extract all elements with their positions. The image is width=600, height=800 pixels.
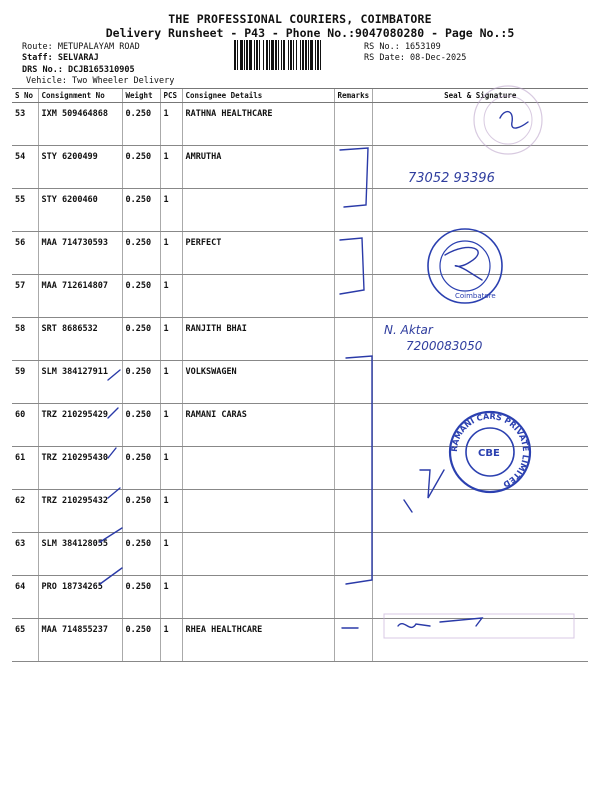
staff-label: Staff: SELVARAJ	[22, 53, 99, 63]
cell-weight: 0.250	[122, 576, 160, 619]
cell-pcs: 1	[160, 103, 182, 146]
cell-consignment: TRZ 210295430	[38, 447, 122, 490]
cell-remarks	[334, 576, 372, 619]
cell-weight: 0.250	[122, 490, 160, 533]
cell-pcs: 1	[160, 576, 182, 619]
col-sno: S No	[12, 89, 38, 103]
svg-text:CBE: CBE	[478, 448, 500, 459]
cell-consignment: MAA 714730593	[38, 232, 122, 275]
cell-sno: 59	[12, 361, 38, 404]
cell-remarks	[334, 318, 372, 361]
cell-weight: 0.250	[122, 232, 160, 275]
cell-seal-signature	[372, 189, 588, 232]
cell-consignment: SLM 384128055	[38, 533, 122, 576]
barcode-bar	[321, 40, 323, 70]
cell-weight: 0.250	[122, 619, 160, 662]
cell-sno: 62	[12, 490, 38, 533]
svg-text:RAMANI CARS PRIVATE LIMITED: RAMANI CARS PRIVATE LIMITED	[449, 411, 531, 489]
cell-consignment: MAA 714855237	[38, 619, 122, 662]
cell-pcs: 1	[160, 146, 182, 189]
cell-pcs: 1	[160, 533, 182, 576]
table-row	[12, 533, 588, 576]
cell-weight: 0.250	[122, 533, 160, 576]
cell-sno: 53	[12, 103, 38, 146]
route-label: Route: METUPALAYAM ROAD	[22, 42, 140, 52]
cell-sno: 58	[12, 318, 38, 361]
cell-consignee: RAMANI CARAS	[182, 404, 334, 447]
cell-remarks	[334, 189, 372, 232]
cell-seal-signature	[372, 232, 588, 275]
col-remarks: Remarks	[334, 89, 372, 103]
cell-pcs: 1	[160, 361, 182, 404]
cell-sno: 55	[12, 189, 38, 232]
company-title: THE PROFESSIONAL COURIERS, COIMBATORE	[168, 12, 432, 26]
cell-weight: 0.250	[122, 275, 160, 318]
cell-pcs: 1	[160, 318, 182, 361]
cell-remarks	[334, 533, 372, 576]
cell-seal-signature	[372, 275, 588, 318]
cell-consignee	[182, 447, 334, 490]
cell-sno: 63	[12, 533, 38, 576]
handwritten-phone-54: 73052 93396	[408, 171, 495, 186]
cell-sno: 54	[12, 146, 38, 189]
cell-remarks	[334, 361, 372, 404]
cell-remarks	[334, 146, 372, 189]
col-consignment: Consignment No	[38, 89, 122, 103]
cell-consignee	[182, 189, 334, 232]
cell-remarks	[334, 275, 372, 318]
cell-remarks	[334, 404, 372, 447]
cell-weight: 0.250	[122, 361, 160, 404]
cell-pcs: 1	[160, 232, 182, 275]
cell-consignee	[182, 576, 334, 619]
table-row	[12, 146, 588, 189]
cell-remarks	[334, 232, 372, 275]
table-row	[12, 576, 588, 619]
cell-sno: 57	[12, 275, 38, 318]
cell-consignee: RHEA HEALTHCARE	[182, 619, 334, 662]
cell-seal-signature	[372, 318, 588, 361]
cell-consignee: VOLKSWAGEN	[182, 361, 334, 404]
cell-consignment: MAA 712614807	[38, 275, 122, 318]
drs-label: DRS No.: DCJB165310905	[22, 65, 135, 75]
table-row	[12, 318, 588, 361]
col-consignee: Consignee Details	[182, 89, 334, 103]
cell-remarks	[334, 490, 372, 533]
table-row	[12, 189, 588, 232]
cell-consignment: STY 6200460	[38, 189, 122, 232]
cell-sno: 64	[12, 576, 38, 619]
cell-consignment: IXM 509464868	[38, 103, 122, 146]
cell-weight: 0.250	[122, 103, 160, 146]
cell-consignment: PRO 18734265	[38, 576, 122, 619]
cell-seal-signature	[372, 361, 588, 404]
table-row	[12, 361, 588, 404]
cell-consignment: SRT 8686532	[38, 318, 122, 361]
cell-weight: 0.250	[122, 189, 160, 232]
cell-weight: 0.250	[122, 404, 160, 447]
cell-sno: 60	[12, 404, 38, 447]
table-row	[12, 232, 588, 275]
cell-consignment: STY 6200499	[38, 146, 122, 189]
cell-pcs: 1	[160, 404, 182, 447]
cell-seal-signature	[372, 103, 588, 146]
cell-sno: 61	[12, 447, 38, 490]
runsheet-table	[12, 88, 588, 662]
svg-text:Coimbatore: Coimbatore	[455, 292, 496, 300]
table-row	[12, 103, 588, 146]
cell-consignee: RANJITH BHAI	[182, 318, 334, 361]
cell-remarks	[334, 619, 372, 662]
handwritten-phone-58: 7200083050	[406, 339, 483, 353]
cell-weight: 0.250	[122, 318, 160, 361]
cell-pcs: 1	[160, 189, 182, 232]
cell-pcs: 1	[160, 275, 182, 318]
vehicle-label: Vehicle: Two Wheeler Delivery	[26, 76, 175, 86]
table-row	[12, 404, 588, 447]
cell-consignee: AMRUTHA	[182, 146, 334, 189]
runsheet-subtitle: Delivery Runsheet - P43 - Phone No.:9047080280 - Page No.:5	[105, 26, 515, 40]
cell-pcs: 1	[160, 619, 182, 662]
cell-seal-signature	[372, 490, 588, 533]
handwritten-name-58: N. Aktar	[384, 323, 433, 337]
table-row	[12, 447, 588, 490]
cell-consignee	[182, 533, 334, 576]
table-header-row	[12, 89, 588, 103]
cell-pcs: 1	[160, 447, 182, 490]
cell-consignment: TRZ 210295432	[38, 490, 122, 533]
table-row	[12, 619, 588, 662]
table-row	[12, 490, 588, 533]
cell-weight: 0.250	[122, 447, 160, 490]
cell-seal-signature	[372, 533, 588, 576]
cell-sno: 56	[12, 232, 38, 275]
table-row	[12, 275, 588, 318]
cell-remarks	[334, 447, 372, 490]
cell-consignee: RATHNA HEALTHCARE	[182, 103, 334, 146]
cell-seal-signature	[372, 619, 588, 662]
cell-consignee	[182, 490, 334, 533]
cell-remarks	[334, 103, 372, 146]
cell-consignment: SLM 384127911	[38, 361, 122, 404]
cell-seal-signature	[372, 404, 588, 447]
cell-weight: 0.250	[122, 146, 160, 189]
cell-consignee: PERFECT	[182, 232, 334, 275]
col-pcs: PCS	[160, 89, 182, 103]
cell-seal-signature	[372, 576, 588, 619]
cell-seal-signature	[372, 447, 588, 490]
barcode	[234, 40, 358, 70]
rs-date: RS Date: 08-Dec-2025	[364, 53, 467, 63]
rs-number: RS No.: 1653109	[364, 42, 441, 52]
cell-consignee	[182, 275, 334, 318]
col-seal-signature: Seal & Signature	[372, 89, 588, 103]
col-weight: Weight	[122, 89, 160, 103]
cell-seal-signature	[372, 146, 588, 189]
cell-consignment: TRZ 210295429	[38, 404, 122, 447]
cell-sno: 65	[12, 619, 38, 662]
cell-pcs: 1	[160, 490, 182, 533]
